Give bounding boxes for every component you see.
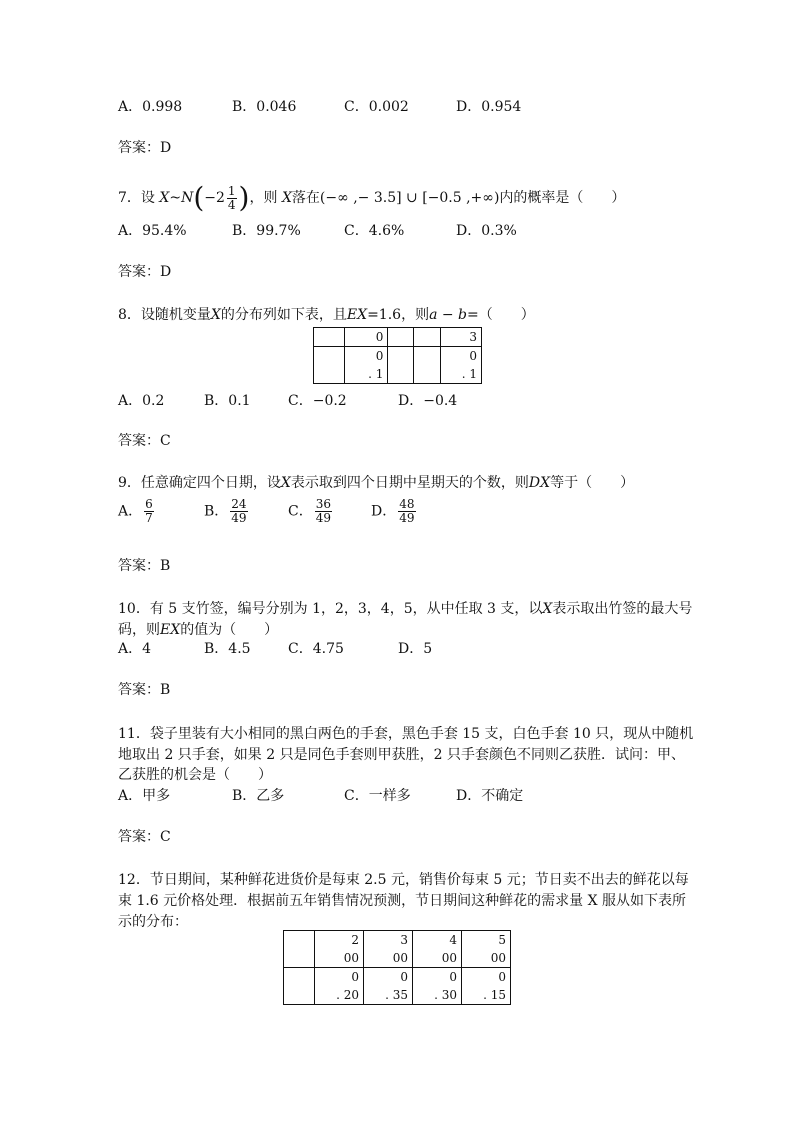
table-cell (388, 328, 413, 347)
q7-answer: 答案：D (118, 264, 172, 280)
q8-answer: 答案：C (118, 433, 171, 449)
table-cell: 3 00 (364, 931, 413, 968)
table-cell (388, 347, 413, 384)
q7-param-left: −2 (204, 190, 225, 206)
q7-mid: ，则 (249, 190, 278, 206)
q8-option-c: C．−0.2 (288, 393, 347, 409)
q8-text-a: 8．设随机变量 (118, 307, 211, 323)
q9-dx: DX (528, 475, 551, 491)
q11-option-d: D．不确定 (456, 788, 524, 804)
table-row (314, 328, 482, 347)
q10-answer: 答案：B (118, 682, 171, 698)
q7-option-c: C．4.6% (344, 223, 405, 239)
q7-tilde: ~ (169, 190, 182, 206)
table-cell (413, 328, 440, 347)
q8-option-b: B．0.1 (204, 393, 251, 409)
table-cell: 0 . 1 (345, 347, 388, 384)
table-cell: 3 (440, 328, 481, 347)
q11-option-c: C．一样多 (344, 788, 411, 804)
table-cell (314, 328, 345, 347)
q9-var-x: X (280, 475, 291, 491)
q8-var-x: X (210, 307, 221, 323)
q12-distribution-table (283, 930, 511, 1005)
q9-answer: 答案：B (118, 558, 171, 574)
option-fraction: $\frac{48}{49}$ (399, 497, 415, 525)
q7-stem (118, 181, 626, 214)
q7-option-a: A．95.4% (118, 223, 187, 239)
q7-option-d: D．0.3% (456, 223, 517, 239)
table-cell: 5 00 (462, 931, 511, 968)
q11-answer: 答案：C (118, 829, 171, 845)
table-cell (413, 347, 440, 384)
q7-frac-den: 4 (227, 197, 236, 212)
q10-text: 10．有 5 支竹签，编号分别为 1，2，3，4，5，从中任取 3 支，以 (118, 601, 543, 617)
q9-option-d (371, 498, 418, 525)
q11-line3: 乙获胜的机会是（ ） (118, 767, 272, 783)
option-fraction: $\frac{6}{7}$ (145, 497, 153, 525)
q7-interval: (−∞ ,− 3.5] ∪ [−0.5 ,+∞) (319, 190, 500, 206)
q8-ab: a − b (429, 307, 468, 323)
q6-answer: 答案：D (118, 140, 172, 156)
q12-line1: 12．节日期间，某种鲜花进货价是每束 2.5 元，销售价每束 5 元；节日卖不出去的鲜花以每 (118, 872, 689, 888)
q9-option-a (118, 498, 156, 525)
q7-tail: 内的概率是（ ） (499, 190, 626, 206)
q8-stem (118, 306, 535, 324)
q8-text-b: 的分布列如下表，且 (220, 307, 347, 323)
option-fraction: $\frac{24}{49}$ (231, 497, 247, 525)
q10-option-c: C．4.75 (288, 641, 344, 657)
table-cell: 0 . 35 (364, 968, 413, 1005)
q7-fraction (227, 185, 237, 212)
q8-ex: EX (346, 307, 368, 323)
q7-option-b: B．99.7% (232, 223, 301, 239)
table-cell: 0 (345, 328, 388, 347)
q6-option-c: C．0.002 (344, 99, 409, 115)
q7-var-x2: X (281, 190, 292, 206)
q11-line1: 11．袋子里装有大小相同的黑白两色的手套，黑色手套 15 支，白色手套 10 只，现从中随机 (118, 726, 694, 742)
q10-var-x: X (542, 601, 553, 617)
table-cell: 0 . 1 (440, 347, 481, 384)
q10-option-d: D．5 (398, 641, 433, 657)
q11-line2: 地取出 2 只手套，如果 2 只是同色手套则甲获胜，2 只手套颜色不同则乙获胜．试问：甲、 (118, 747, 685, 763)
q8-distribution-table (313, 327, 482, 384)
q11-option-a: A．甲多 (118, 788, 171, 804)
table-cell (284, 968, 315, 1005)
q7-var-n: N (181, 190, 194, 206)
table-row (284, 931, 511, 968)
table-cell (314, 347, 345, 384)
q6-option-b: B．0.046 (232, 99, 297, 115)
q7-mid2: 落在 (291, 190, 320, 206)
q9-text-a: 9．任意确定四个日期，设 (118, 475, 281, 491)
table-cell: 4 00 (413, 931, 462, 968)
table-cell: 0 . 20 (315, 968, 364, 1005)
table-cell: 2 00 (315, 931, 364, 968)
q7-frac-num: 1 (227, 183, 236, 198)
q11-option-b: B．乙多 (232, 788, 285, 804)
option-label: D． (371, 503, 397, 520)
table-cell: 0 . 15 (462, 968, 511, 1005)
q8-option-a: A．0.2 (118, 393, 165, 409)
q8-option-d: D．−0.4 (398, 393, 458, 409)
q10-text: 的值为（ ） (180, 622, 279, 638)
table-cell (284, 931, 315, 968)
q8-tail: =（ ） (467, 307, 535, 323)
q10-ex: EX (160, 622, 181, 638)
q7-paren-close: ) (238, 181, 250, 214)
table-row (314, 347, 482, 384)
q9-stem (118, 474, 634, 492)
q12-line2: 束 1.6 元价格处理．根据前五年销售情况预测，节日期间这种鲜花的需求量 X 服从如下表所 (118, 893, 687, 909)
q6-option-a: A．0.998 (118, 99, 183, 115)
option-label: B． (204, 503, 229, 520)
option-fraction: $\frac{36}{49}$ (315, 497, 331, 525)
q9-option-b (204, 498, 250, 525)
q8-eq: =1.6，则 (367, 307, 430, 323)
option-label: C． (288, 503, 313, 520)
q7-paren-open: ( (193, 181, 205, 214)
option-label: A． (118, 503, 143, 520)
q9-text-b: 表示取到四个日期中星期天的个数，则 (290, 475, 529, 491)
q10-option-b: B．4.5 (204, 641, 251, 657)
q10-line1 (118, 600, 692, 618)
q9-tail: 等于（ ） (550, 475, 635, 491)
q7-var-x: X (159, 190, 170, 206)
q10-option-a: A．4 (118, 641, 152, 657)
q10-text: 表示取出竹签的最大号 (552, 601, 693, 617)
q10-line2 (118, 621, 278, 639)
q7-number: 7．设 (118, 190, 155, 206)
table-cell: 0 . 30 (413, 968, 462, 1005)
table-row (284, 968, 511, 1005)
q10-text: 码，则 (118, 622, 160, 638)
q12-line3: 示的分布： (118, 914, 188, 930)
q9-option-c (288, 498, 334, 525)
q6-option-d: D．0.954 (456, 99, 522, 115)
